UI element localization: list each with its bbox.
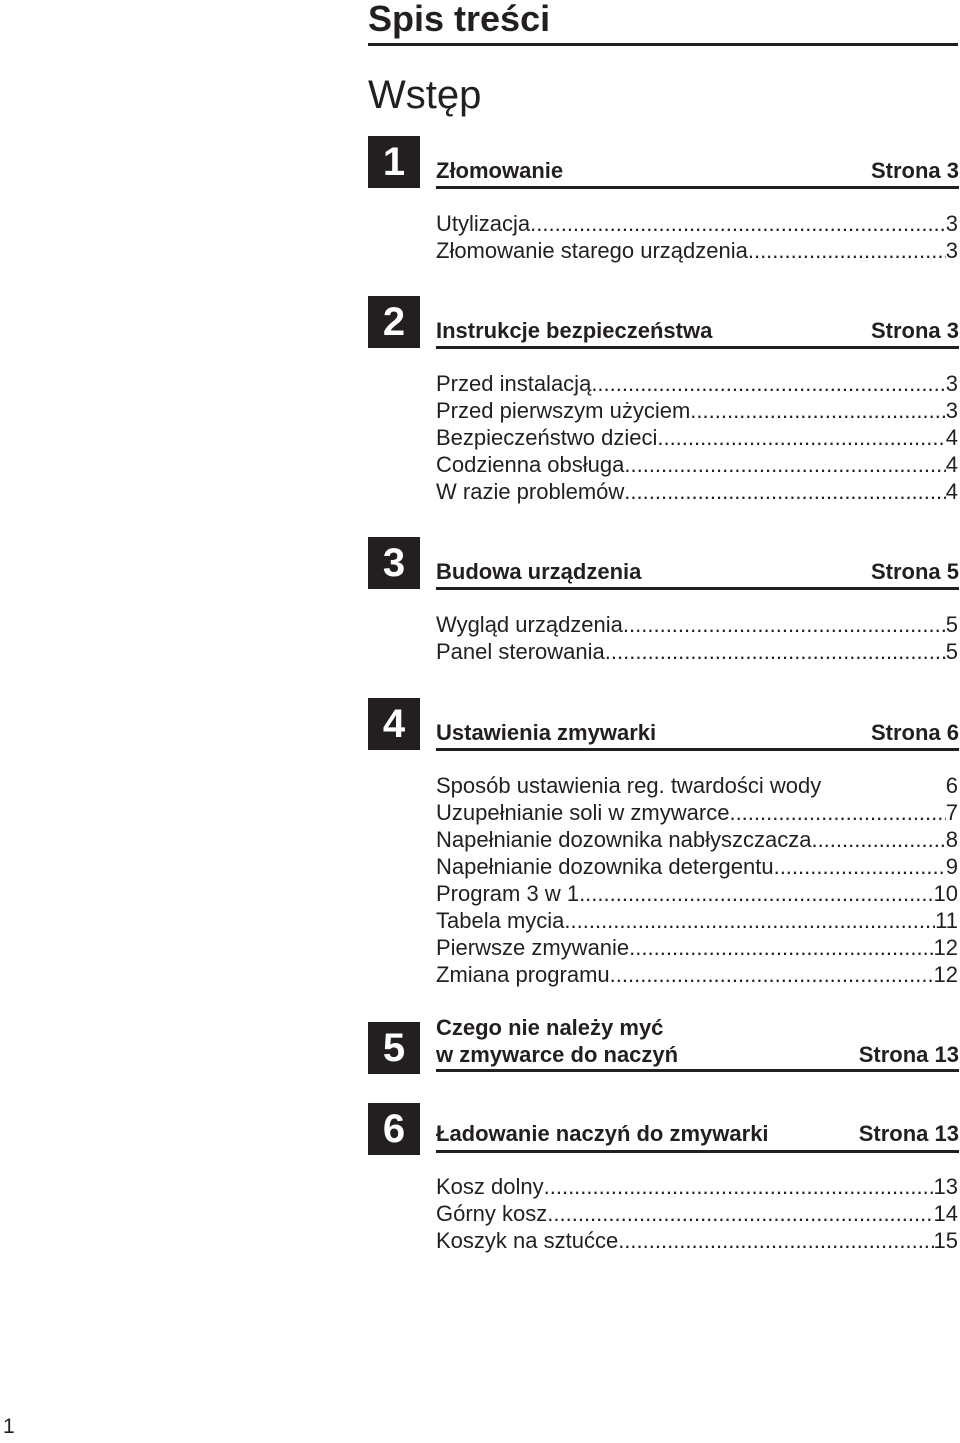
entry-label: Wygląd urządzenia <box>436 612 623 637</box>
toc-entry[interactable] <box>436 853 958 880</box>
section-page-ref: Strona 13 <box>858 1121 959 1146</box>
section-number-box: 2 <box>368 296 420 348</box>
toc-entry[interactable] <box>436 772 958 799</box>
intro-heading[interactable]: Wstęp <box>368 73 482 117</box>
toc-section-5 <box>368 1015 959 1075</box>
section-rule <box>436 186 959 189</box>
section-heading[interactable] <box>436 157 959 184</box>
entry-label: Zmiana programu <box>436 962 610 987</box>
section-title: Czego nie należy myć w zmywarce do naczyń <box>436 1015 679 1067</box>
entry-label: Napełnianie dozownika nabłyszczacza <box>436 827 812 852</box>
toc-entry[interactable] <box>436 934 958 961</box>
section-page-ref: Strona 5 <box>870 559 959 584</box>
section-rule <box>436 748 959 751</box>
section-heading[interactable] <box>436 558 959 585</box>
dot-leader <box>544 1173 934 1200</box>
dot-leader <box>618 1227 933 1254</box>
toc-section-1 <box>368 136 959 266</box>
entry-page: 4 <box>945 452 958 477</box>
dot-leader <box>748 237 946 264</box>
entry-page: 9 <box>945 854 958 879</box>
section-rule <box>436 587 959 590</box>
section-title: Budowa urządzenia <box>436 559 642 584</box>
toc-section-6 <box>368 1103 959 1263</box>
section-page-ref: Strona 13 <box>858 1042 959 1067</box>
entry-label: Pierwsze zmywanie <box>436 935 630 960</box>
dot-leader <box>729 799 945 826</box>
dot-leader <box>774 853 946 880</box>
section-heading[interactable] <box>436 719 959 746</box>
entry-page: 13 <box>933 1174 958 1199</box>
entry-page: 12 <box>933 962 958 987</box>
section-heading[interactable] <box>436 1120 959 1147</box>
entry-label: Przed instalacją <box>436 371 592 396</box>
dot-leader <box>610 961 934 988</box>
section-entries <box>436 772 958 988</box>
entry-page: 5 <box>945 612 958 637</box>
entry-page: 11 <box>935 908 958 933</box>
toc-entry[interactable] <box>436 1173 958 1200</box>
toc-section-2 <box>368 296 959 506</box>
entry-page: 10 <box>933 881 958 906</box>
section-page-ref: Strona 6 <box>870 720 959 745</box>
dot-leader <box>591 370 945 397</box>
title-rule <box>368 43 958 46</box>
entry-label: Górny kosz <box>436 1201 548 1226</box>
toc-entry[interactable] <box>436 638 958 665</box>
toc-entry[interactable] <box>436 907 958 934</box>
dot-leader <box>623 611 946 638</box>
entry-label: Przed pierwszym użyciem <box>436 398 691 423</box>
toc-entry[interactable] <box>436 451 958 478</box>
entry-label: Tabela mycia <box>436 908 565 933</box>
section-number-box: 1 <box>368 136 420 188</box>
dot-leader <box>811 826 945 853</box>
toc-entry[interactable] <box>436 1227 958 1254</box>
section-heading[interactable] <box>436 1014 959 1068</box>
section-page-ref: Strona 3 <box>870 318 959 343</box>
toc-entry[interactable] <box>436 237 958 264</box>
toc-entry[interactable] <box>436 611 958 638</box>
dot-leader <box>690 397 945 424</box>
entry-page: 4 <box>945 425 958 450</box>
toc-entry[interactable] <box>436 961 958 988</box>
entry-label: Bezpieczeństwo dzieci <box>436 425 658 450</box>
entry-label: Uzupełnianie soli w zmywarce <box>436 800 730 825</box>
entry-page: 15 <box>933 1228 958 1253</box>
toc-entry[interactable] <box>436 210 958 237</box>
section-entries <box>436 210 958 264</box>
section-number-box: 6 <box>368 1103 420 1155</box>
section-number-box: 4 <box>368 698 420 750</box>
section-number-box: 5 <box>368 1022 420 1074</box>
entry-page: 3 <box>945 371 958 396</box>
section-entries <box>436 611 958 665</box>
dot-leader <box>530 210 946 237</box>
entry-page: 3 <box>945 398 958 423</box>
entry-page: 4 <box>945 479 958 504</box>
entry-label: Panel sterowania <box>436 639 605 664</box>
entry-page: 3 <box>945 238 958 263</box>
toc-entry[interactable] <box>436 397 958 424</box>
entry-page: 3 <box>945 211 958 236</box>
dot-leader <box>579 880 933 907</box>
toc-entry[interactable] <box>436 370 958 397</box>
section-title: Ładowanie naczyń do zmywarki <box>436 1121 769 1146</box>
entry-page: 6 <box>945 773 958 798</box>
entry-page: 14 <box>933 1201 958 1226</box>
entry-page: 7 <box>945 800 958 825</box>
dot-leader <box>564 907 935 934</box>
entry-page: 8 <box>945 827 958 852</box>
toc-entry[interactable] <box>436 1200 958 1227</box>
section-entries <box>436 370 958 505</box>
section-number-box: 3 <box>368 537 420 589</box>
entry-label: Utylizacja <box>436 211 531 236</box>
dot-leader <box>624 451 945 478</box>
section-title: Ustawienia zmywarki <box>436 720 657 745</box>
entry-page: 12 <box>933 935 958 960</box>
toc-entry[interactable] <box>436 424 958 451</box>
entry-label: Program 3 w 1 <box>436 881 580 906</box>
toc-section-3 <box>368 537 959 667</box>
page-title: Spis treści <box>368 0 551 39</box>
dot-leader <box>657 424 945 451</box>
page-number: 1 <box>3 1415 15 1438</box>
section-entries <box>436 1173 958 1254</box>
entry-label: Codzienna obsługa <box>436 452 625 477</box>
dot-leader <box>629 934 933 961</box>
entry-label: Kosz dolny <box>436 1174 544 1199</box>
toc-entry[interactable] <box>436 880 958 907</box>
toc-section-4 <box>368 698 959 988</box>
dot-leader <box>605 638 946 665</box>
toc-entry[interactable] <box>436 478 958 505</box>
section-rule <box>436 1069 959 1072</box>
entry-label: Złomowanie starego urządzenia <box>436 238 748 263</box>
dot-leader <box>624 478 945 505</box>
entry-label: Napełnianie dozownika detergentu <box>436 854 774 879</box>
section-rule <box>436 346 959 349</box>
entry-label: Sposób ustawienia reg. twardości wody <box>436 773 822 798</box>
section-title: Złomowanie <box>436 158 564 183</box>
entry-label: W razie problemów <box>436 479 625 504</box>
entry-label: Koszyk na sztućce <box>436 1228 619 1253</box>
section-heading[interactable] <box>436 317 959 344</box>
dot-leader <box>547 1200 933 1227</box>
toc-entry[interactable] <box>436 826 958 853</box>
section-page-ref: Strona 3 <box>870 158 959 183</box>
section-title: Instrukcje bezpieczeństwa <box>436 318 713 343</box>
section-rule <box>436 1150 959 1153</box>
toc-entry[interactable] <box>436 799 958 826</box>
entry-page: 5 <box>945 639 958 664</box>
